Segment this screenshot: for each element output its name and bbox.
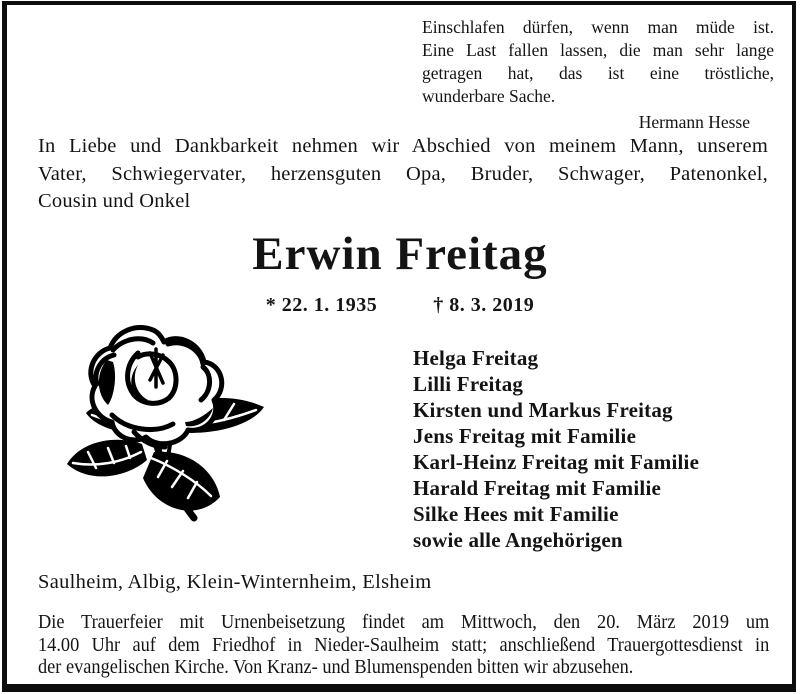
- mourner-name: Silke Hees mit Familie: [413, 502, 619, 526]
- funeral-line: der evangelischen Kirche. Von Kranz- und Blumenspenden bitten wir abzusehen.: [38, 657, 634, 678]
- funeral-info: [38, 612, 769, 680]
- intro-line: Vater, Schwiegervater, herzensguten Opa, Bruder, Schwager, Patenonkel,: [38, 162, 768, 185]
- intro-line: In Liebe und Dankbarkeit nehmen wir Abschied von meinem Mann, unserem: [38, 135, 768, 157]
- life-dates: [0, 294, 800, 317]
- places-line: Saulheim, Albig, Klein-Winternheim, Elsheim: [38, 571, 432, 593]
- intro-line: Cousin und Onkel: [38, 190, 191, 212]
- death-date: † 8. 3. 2019: [433, 294, 535, 316]
- quote-line: Eine Last fallen lassen, die man sehr lange: [422, 40, 774, 60]
- rose-icon: [48, 320, 322, 550]
- quote-line: wunderbare Sache.: [422, 86, 556, 106]
- funeral-line: Die Trauerfeier mit Urnenbeisetzung findet am Mittwoch, den 20. März 2019 um: [38, 612, 770, 633]
- quote-line: Einschlafen dürfen, wenn man müde ist.: [422, 17, 774, 37]
- mourner-name: Harald Freitag mit Familie: [413, 476, 662, 500]
- mourner-name: Lilli Freitag: [413, 372, 524, 396]
- mourner-name: Helga Freitag: [413, 346, 539, 370]
- mourners-list: [413, 345, 778, 553]
- quote-line: getragen hat, das ist eine tröstliche,: [422, 63, 774, 83]
- funeral-line: 14.00 Uhr auf dem Friedhof in Nieder-Saulheim statt; anschließend Trauergottesdienst in: [38, 634, 770, 656]
- mourner-name: Kirsten und Markus Freitag: [413, 398, 673, 422]
- quote-attribution: Hermann Hesse: [638, 112, 750, 132]
- mourner-name: Jens Freitag mit Familie: [413, 424, 637, 448]
- hesse-quote: [422, 16, 774, 134]
- mourner-name: Karl-Heinz Freitag mit Familie: [413, 450, 700, 474]
- mourner-name: sowie alle Angehörigen: [413, 528, 623, 552]
- deceased-name: Erwin Freitag: [252, 228, 548, 280]
- birth-date: * 22. 1. 1935: [265, 294, 378, 316]
- intro-text: [38, 133, 768, 216]
